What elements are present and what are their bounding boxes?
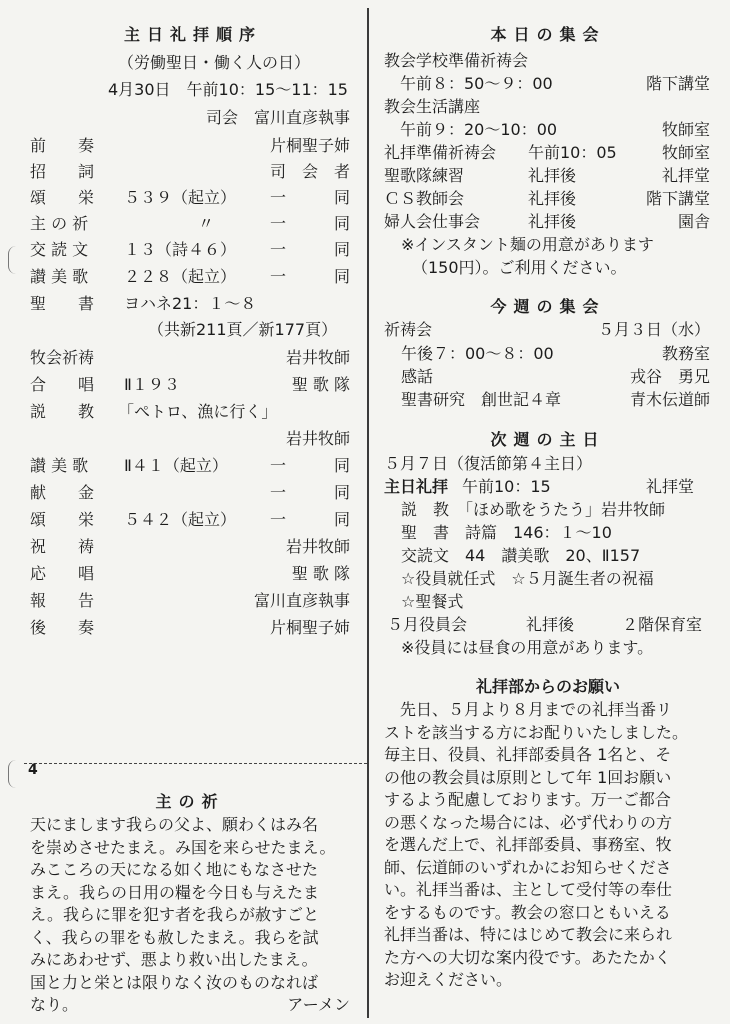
request-line: た方への大切な案内役です。あたたかく — [384, 947, 671, 967]
prayer-line: みにあわせず、悪より救い出したまえ。 — [30, 950, 318, 969]
next-board-place: ２階保育室 — [622, 615, 703, 634]
order-label: 頌 栄 — [30, 188, 95, 207]
page-number: 4 — [28, 762, 38, 778]
worship-datetime: 4月30日 午前10：15〜11：15 — [108, 80, 348, 99]
meeting-time: 午前８：50〜９：00 — [384, 74, 553, 93]
order-role: 司 会 者 — [269, 162, 350, 181]
next-worship-time: 午前10：15 — [462, 477, 551, 496]
order-label: 祝 祷 — [30, 537, 95, 556]
order-label: 応 唱 — [30, 564, 95, 583]
worship-order-title: 主日礼拝順序 — [123, 25, 263, 44]
prayer-line: を崇めさせたまえ。み国を来らせたまえ。 — [30, 837, 336, 857]
meeting-name: ＣＳ教師会 — [384, 189, 465, 208]
meeting-place: 園舎 — [677, 212, 710, 231]
order-detail: ２２８（起立） — [124, 267, 237, 286]
next-events: ☆役員就任式 ☆５月誕生者の祝福 — [401, 569, 654, 588]
column-divider — [367, 8, 369, 1018]
week-meeting-room: 教務室 — [661, 344, 710, 363]
order-label: 前 奏 — [30, 136, 95, 155]
request-line: の悪くなった場合には、必ず代わりの方 — [384, 812, 673, 832]
request-line: するよう配慮しております。万一ご都合 — [384, 790, 671, 809]
week-meeting-name: 祈祷会 — [384, 320, 433, 339]
lords-prayer-text — [30, 814, 360, 1017]
request-line: ストを該当する方にお配りいたしました。 — [384, 722, 689, 742]
meeting-name: 教会学校準備祈祷会 — [384, 51, 529, 70]
meeting-time: 午前10：05 — [528, 143, 617, 162]
meeting-name: 聖歌隊練習 — [384, 166, 465, 185]
order-detail: 「ペトロ、漁に行く」 — [118, 402, 278, 421]
order-label: 讃 美 歌 — [30, 267, 89, 286]
meeting-time: 礼拝後 — [528, 166, 577, 185]
next-events: ☆聖餐式 — [401, 592, 464, 611]
worship-subtitle: （労働聖日・働く人の日） — [117, 53, 311, 72]
meeting-place: 階下講堂 — [645, 189, 710, 208]
meeting-place: 礼拝堂 — [661, 166, 710, 185]
week-study: 聖書研究 創世記４章 — [401, 390, 562, 409]
prayer-line — [30, 994, 360, 1017]
request-line: をするものです。教会の窓口ともいえる — [384, 902, 671, 922]
week-meeting-date: ５月３日（水） — [597, 320, 710, 339]
week-study-person: 青木伝道師 — [629, 390, 710, 409]
next-board-note: ※役員には昼食の用意があります。 — [401, 638, 654, 657]
week-talk: 感話 — [401, 367, 434, 386]
order-label: 牧会祈祷 — [30, 348, 95, 367]
order-role: 富川直彦執事 — [253, 591, 350, 610]
request-line: 礼拝当番は、特にはじめて教会に来られ — [384, 925, 673, 944]
order-role: 片桐聖子姉 — [269, 136, 350, 155]
worship-presider: 司会 富川直彦執事 — [205, 108, 350, 127]
meeting-place: 階下講堂 — [645, 74, 710, 93]
next-scripture: 聖 書 詩篇 146：１〜10 — [401, 523, 612, 542]
order-role: 一 同 — [269, 483, 350, 502]
meeting-place: 牧師室 — [661, 143, 710, 162]
order-role: 一 同 — [269, 267, 350, 286]
order-detail: 〃 — [198, 214, 215, 233]
meeting-name: 婦人会仕事会 — [384, 212, 481, 231]
request-line: 師、伝道師のいずれかにお知らせくださ — [384, 857, 672, 877]
prayer-last-line: なり。 — [30, 995, 79, 1014]
next-hymns: 交読文 44 讃美歌 20、Ⅱ157 — [401, 546, 641, 565]
next-board-time: 礼拝後 — [526, 615, 575, 634]
order-detail: ヨハネ21：１〜８ — [124, 294, 257, 313]
request-text — [384, 699, 714, 992]
request-line: の他の教会員は原則として年 1回お願い — [384, 767, 672, 787]
order-role: 聖 歌 隊 — [291, 564, 350, 583]
order-label: 交 読 文 — [30, 240, 89, 259]
meeting-place: 牧師室 — [661, 120, 710, 139]
lords-prayer-title: 主の祈 — [155, 792, 225, 811]
order-label: 説 教 — [30, 402, 95, 421]
next-worship-place: 礼拝堂 — [646, 477, 695, 496]
order-label: 頌 栄 — [30, 510, 95, 529]
prayer-line: まえ。我らの日用の糧を今日も与えたま — [30, 882, 319, 902]
prayer-line: みこころの天になる如く地にもなさせた — [30, 860, 319, 879]
section-divider — [24, 763, 367, 764]
meeting-time: 礼拝後 — [528, 212, 577, 231]
request-line: 毎主日、役員、礼拝部委員各 1名と、そ — [384, 745, 672, 764]
week-meeting-time: 午後７：00〜８：00 — [401, 344, 554, 363]
next-sunday-date: ５月７日（復活節第４主日） — [384, 454, 593, 473]
order-detail: ５３９（起立） — [124, 188, 237, 207]
prayer-amen: アーメン — [287, 995, 350, 1014]
binding-mark — [8, 246, 21, 274]
prayer-line: く、我らの罪をも赦したまえ。我らを試 — [30, 927, 319, 947]
order-role: 一 同 — [269, 214, 350, 233]
order-role: 岩井牧師 — [285, 429, 350, 448]
order-detail: １３（詩４６） — [124, 240, 237, 259]
today-meetings-title: 本日の集会 — [490, 25, 606, 44]
week-meetings-title: 今週の集会 — [490, 297, 606, 316]
prayer-line: 国と力と栄とは限りなく汝のものなれば — [30, 972, 319, 992]
prayer-line: 天にまします我らの父よ、願わくはみ名 — [30, 815, 319, 834]
order-label: 後 奏 — [30, 618, 95, 637]
order-label: 主 の 祈 — [30, 214, 89, 233]
order-detail: ５４２（起立） — [124, 510, 237, 529]
next-board-meeting: ５月役員会 — [387, 615, 468, 634]
request-line: い。礼拝当番は、主として受付等の奉仕 — [384, 880, 673, 899]
meeting-name: 礼拝準備祈祷会 — [384, 143, 497, 162]
today-note: （150円）。ご利用ください。 — [412, 258, 627, 277]
next-sermon: 説 教 「ほめ歌をうたう」岩井牧師 — [401, 500, 666, 519]
order-label: 讃 美 歌 — [30, 456, 89, 475]
meeting-time: 午前９：20〜10：00 — [384, 120, 558, 139]
today-note: ※インスタント麺の用意があります — [401, 235, 654, 254]
order-role: 一 同 — [269, 240, 350, 259]
order-role: 岩井牧師 — [285, 537, 350, 556]
meeting-name: 教会生活講座 — [384, 97, 481, 116]
next-worship-label: 主日礼拝 — [384, 477, 449, 496]
order-role: 一 同 — [269, 510, 350, 529]
order-detail: Ⅱ１９３ — [124, 375, 180, 394]
order-role: 岩井牧師 — [285, 348, 350, 367]
order-label: 招 詞 — [30, 162, 95, 181]
request-line: お迎えください。 — [384, 970, 513, 989]
week-talk-person: 戎谷 勇兄 — [629, 367, 710, 386]
prayer-line: え。我らに罪を犯す者を我らが赦すごと — [30, 905, 319, 924]
order-label: 聖 書 — [30, 294, 95, 313]
request-title: 礼拝部からのお願い — [475, 677, 621, 696]
order-label: 報 告 — [30, 591, 95, 610]
binding-mark — [8, 760, 21, 788]
meeting-time: 礼拝後 — [528, 189, 577, 208]
request-line: を選んだ上で、礼拝部委員、事務室、牧 — [384, 835, 672, 854]
order-role: 聖 歌 隊 — [291, 375, 350, 394]
next-sunday-title: 次週の主日 — [490, 430, 606, 449]
order-label: 合 唱 — [30, 375, 95, 394]
request-line: 先日、５月より８月までの礼拝当番リ — [400, 700, 673, 719]
order-role: 一 同 — [269, 456, 350, 475]
order-detail: （共新211頁／新177頁） — [148, 320, 338, 339]
order-label: 献 金 — [30, 483, 95, 502]
order-detail: Ⅱ４１（起立） — [124, 456, 228, 475]
order-role: 一 同 — [269, 188, 350, 207]
order-role: 片桐聖子姉 — [269, 618, 350, 637]
